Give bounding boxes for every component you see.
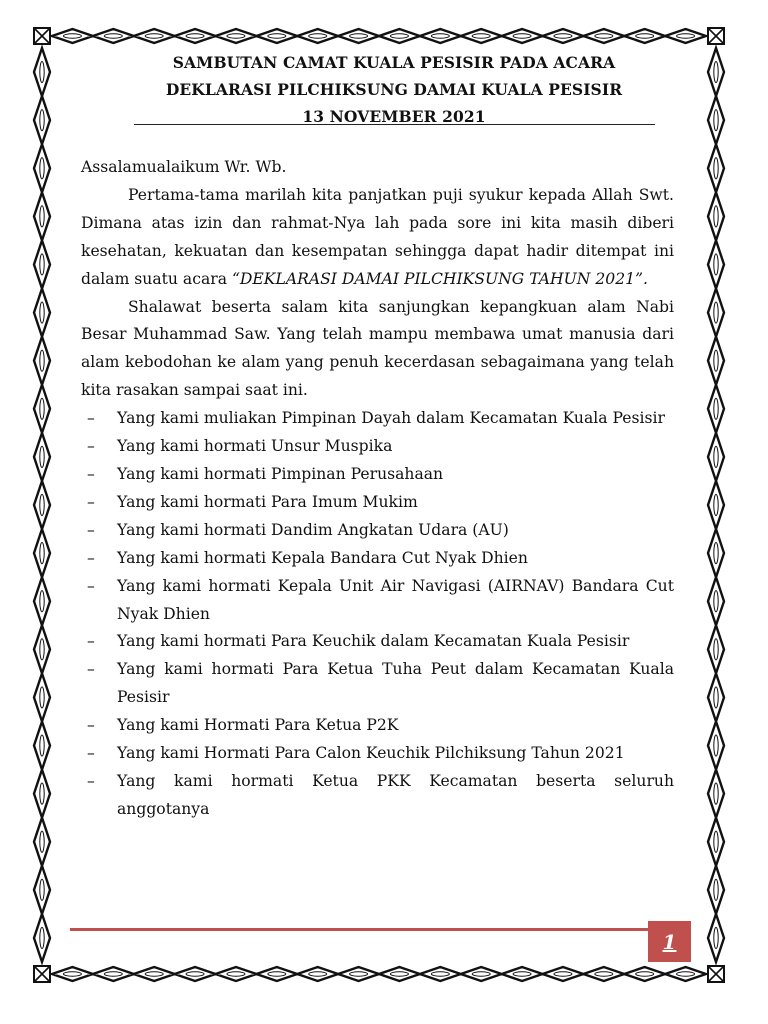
- list-item-text: Yang kami Hormati Para Calon Keuchik Pilchiksung Tahun 2021: [117, 744, 625, 763]
- dash-bullet: –: [87, 744, 95, 763]
- dash-bullet: –: [87, 492, 95, 511]
- list-item: [81, 740, 674, 768]
- border-link-detail: [350, 34, 368, 38]
- border-link-detail: [714, 110, 718, 131]
- border-link-detail: [554, 34, 572, 38]
- border-link-detail: [714, 494, 718, 515]
- border-link-detail: [186, 972, 204, 976]
- list-item: [81, 656, 674, 712]
- border-link-detail: [714, 254, 718, 275]
- border-link-detail: [714, 206, 718, 227]
- border-link-detail: [390, 34, 408, 38]
- footer-accent-line: [70, 928, 648, 931]
- dash-bullet: –: [87, 716, 95, 735]
- paragraph-opening-text: Pertama-tama marilah kita panjatkan puji syukur kepada Allah Swt. Dimana atas izin dan rahmat-Nya lah pada sore ini kita masih diberi kesehatan, kekuatan dan kesempatan sehingga dapat hadir ditempat ini dalam suatu acara: [81, 185, 674, 288]
- border-link-detail: [472, 972, 490, 976]
- border-link-detail: [714, 879, 718, 900]
- dash-bullet: –: [87, 464, 95, 483]
- border-link-detail: [40, 591, 44, 612]
- border-link-detail: [714, 446, 718, 467]
- header-title-line-1: SAMBUTAN CAMAT KUALA PESISIR PADA ACARA: [172, 53, 616, 72]
- border-link-detail: [714, 158, 718, 179]
- border-link-detail: [636, 972, 654, 976]
- border-link-detail: [431, 972, 449, 976]
- list-item: [81, 545, 674, 573]
- border-link-detail: [186, 34, 204, 38]
- dash-bullet: –: [87, 548, 95, 567]
- border-link-detail: [40, 158, 44, 179]
- border-link-detail: [40, 783, 44, 804]
- list-item-text: Yang kami Hormati Para Ketua P2K: [117, 716, 399, 735]
- border-link-detail: [227, 34, 245, 38]
- border-link-detail: [40, 639, 44, 660]
- border-link-detail: [227, 972, 245, 976]
- border-link-detail: [40, 735, 44, 756]
- dash-bullet: –: [87, 771, 95, 790]
- border-link-detail: [40, 687, 44, 708]
- header-date: 13 NOVEMBER 2021: [302, 107, 486, 126]
- list-item-text: Yang kami hormati Para Keuchik dalam Kecamatan Kuala Pesisir: [117, 632, 630, 651]
- list-item-text: Yang kami hormati Para Ketua Tuha Peut dalam Kecamatan Kuala Pesisir: [117, 660, 674, 707]
- list-item: [81, 768, 674, 824]
- border-link-detail: [40, 927, 44, 948]
- border-link-detail: [145, 34, 163, 38]
- border-link-detail: [40, 831, 44, 852]
- list-item: [81, 433, 674, 461]
- border-link-detail: [350, 972, 368, 976]
- border-link-detail: [40, 110, 44, 131]
- border-link-detail: [145, 972, 163, 976]
- list-item-text: Yang kami hormati Para Imum Mukim: [117, 492, 418, 511]
- border-link-detail: [40, 254, 44, 275]
- border-link-detail: [63, 972, 81, 976]
- border-link-detail: [40, 543, 44, 564]
- paragraph-opening: [81, 182, 674, 294]
- border-link-detail: [268, 972, 286, 976]
- dash-bullet: –: [87, 632, 95, 651]
- list-item-text: Yang kami hormati Kepala Unit Air Navigasi (AIRNAV) Bandara Cut Nyak Dhien: [117, 576, 674, 623]
- border-link-detail: [554, 972, 572, 976]
- document-header: [134, 49, 654, 130]
- border-link-detail: [472, 34, 490, 38]
- list-item: [81, 628, 674, 656]
- border-link-detail: [104, 34, 122, 38]
- border-link-detail: [40, 446, 44, 467]
- list-item-text: Yang kami hormati Pimpinan Perusahaan: [117, 464, 444, 483]
- border-link-detail: [309, 34, 327, 38]
- list-item-text: Yang kami muliakan Pimpinan Dayah dalam Kecamatan Kuala Pesisir: [117, 409, 665, 428]
- dash-bullet: –: [87, 576, 95, 595]
- border-link-detail: [714, 61, 718, 82]
- list-item: [81, 712, 674, 740]
- border-link-detail: [714, 783, 718, 804]
- greeting: Assalamualaikum Wr. Wb.: [81, 158, 287, 176]
- border-link-detail: [677, 34, 695, 38]
- border-link-detail: [390, 972, 408, 976]
- border-link-detail: [40, 879, 44, 900]
- page-number-badge: [648, 921, 691, 962]
- border-link-detail: [104, 972, 122, 976]
- list-item-text: Yang kami hormati Unsur Muspika: [117, 437, 393, 456]
- border-link-detail: [40, 398, 44, 419]
- border-link-detail: [714, 543, 718, 564]
- header-title-line-2: DEKLARASI PILCHIKSUNG DAMAI KUALA PESISIR: [165, 80, 623, 99]
- page-number: 1: [662, 929, 677, 954]
- list-item-text: Yang kami hormati Ketua PKK Kecamatan beserta seluruh anggotanya: [117, 771, 674, 818]
- list-item: [81, 573, 674, 629]
- border-link-detail: [636, 34, 654, 38]
- document-body: [81, 154, 674, 824]
- list-item: [81, 461, 674, 489]
- border-link-detail: [714, 831, 718, 852]
- border-link-detail: [714, 591, 718, 612]
- dash-bullet: –: [87, 409, 95, 428]
- border-link-detail: [40, 302, 44, 323]
- dash-bullet: –: [87, 520, 95, 539]
- dash-bullet: –: [87, 437, 95, 456]
- honorifics-list: [81, 405, 674, 824]
- border-link-detail: [40, 206, 44, 227]
- border-link-detail: [714, 687, 718, 708]
- border-link-detail: [714, 639, 718, 660]
- border-link-detail: [714, 735, 718, 756]
- border-link-detail: [714, 350, 718, 371]
- border-link-detail: [40, 494, 44, 515]
- border-link-detail: [40, 350, 44, 371]
- list-item: [81, 517, 674, 545]
- border-link-detail: [595, 34, 613, 38]
- paragraph-shalawat: Shalawat beserta salam kita sanjungkan kepangkuan alam Nabi Besar Muhammad Saw. Yang telah mampu membawa umat manusia dari alam kebodohan ke alam yang penuh kecerdasan sebagaimana yang telah kita rasakan sampai saat ini.: [81, 297, 674, 400]
- border-chain: [52, 29, 706, 43]
- list-item: [81, 405, 674, 433]
- list-item-text: Yang kami hormati Kepala Bandara Cut Nyak Dhien: [117, 548, 528, 567]
- border-link-detail: [714, 927, 718, 948]
- border-chain: [34, 48, 50, 962]
- border-link-detail: [268, 34, 286, 38]
- border-chain: [52, 967, 706, 981]
- border-link-detail: [714, 302, 718, 323]
- border-link-detail: [431, 34, 449, 38]
- border-link-detail: [309, 972, 327, 976]
- list-item: [81, 489, 674, 517]
- border-link-detail: [595, 972, 613, 976]
- border-link-detail: [513, 972, 531, 976]
- list-item-text: Yang kami hormati Dandim Angkatan Udara (AU): [117, 520, 509, 539]
- event-name-quote: “DEKLARASI DAMAI PILCHIKSUNG TAHUN 2021”.: [231, 269, 648, 288]
- header-underline: [134, 124, 655, 125]
- border-link-detail: [513, 34, 531, 38]
- border-chain: [708, 48, 724, 962]
- dash-bullet: –: [87, 660, 95, 679]
- border-link-detail: [40, 61, 44, 82]
- border-link-detail: [63, 34, 81, 38]
- border-link-detail: [677, 972, 695, 976]
- border-link-detail: [714, 398, 718, 419]
